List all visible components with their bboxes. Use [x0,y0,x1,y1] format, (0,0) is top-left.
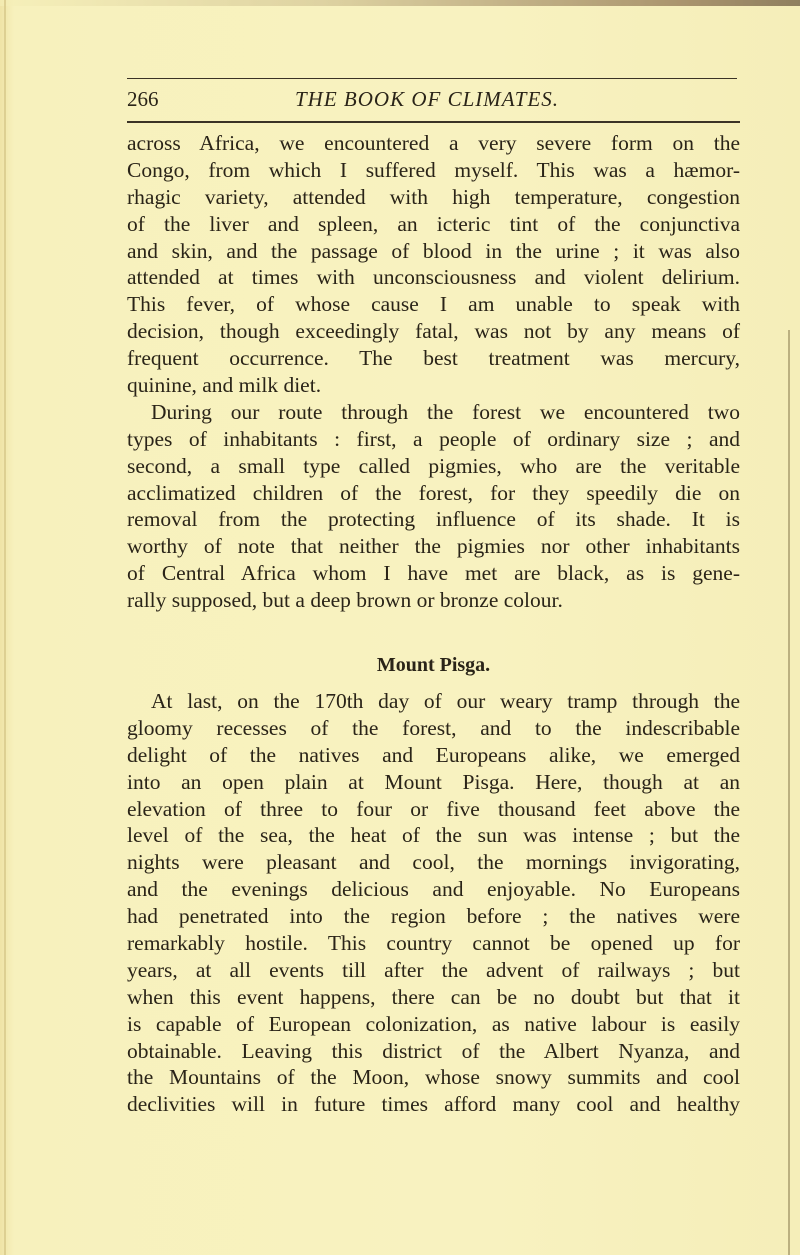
paragraph-mount-pisga [127,688,740,1118]
text-line: worthy of note that neither the pigmies nor other inhabitants [127,534,740,559]
text-line: attended at times with unconsciousness and violent delirium. [127,265,740,290]
text-line: types of inhabitants : first, a people of ordinary size ; and [127,426,740,451]
text-line: into an open plain at Mount Pisga. Here, though at an [127,769,740,794]
text-line: is capable of European colonization, as native labour is easily [127,1011,740,1036]
page-left-edge [4,0,6,1255]
text-line: remarkably hostile. This country cannot be opened up for [127,931,740,956]
text-line: During our route through the forest we encountered two [151,399,740,424]
page-top-edge-shadow [0,0,800,6]
running-title: THE BOOK OF CLIMATES. [295,87,560,111]
text-line: years, at all events till after the advent of railways ; but [127,957,740,982]
text-line: of the liver and spleen, an icteric tint of the conjunctiva [127,211,740,236]
text-line: declivities will in future times afford many cool and healthy [127,1092,740,1117]
text-line: removal from the protecting influence of its shade. It is [127,507,740,532]
text-line: rally supposed, but a deep brown or bronze colour. [127,588,563,613]
text-line: This fever, of whose cause I am unable to speak with [127,292,740,317]
paragraph-fever [127,130,740,399]
section-heading: Mount Pisga. [376,654,491,676]
text-line: delight of the natives and Europeans alike, we emerged [127,742,740,767]
text-line: across Africa, we encountered a very severe form on the [127,131,740,155]
text-line: when this event happens, there can be no doubt but that it [127,984,740,1009]
text-line: frequent occurrence. The best treatment was mercury, [127,346,740,371]
body-text-upper [127,130,740,614]
text-line: obtainable. Leaving this district of the Albert Nyanza, and [127,1038,740,1063]
text-line: rhagic variety, attended with high temperature, congestion [127,184,740,209]
header-top-rule [127,78,737,79]
text-line: and skin, and the passage of blood in the urine ; it was also [127,238,740,263]
text-line: elevation of three to four or five thousand feet above the [127,796,740,821]
text-line: decision, though exceedingly fatal, was not by any means of [127,319,740,344]
text-line: quinine, and milk diet. [127,373,322,398]
text-line: had penetrated into the region before ; the natives were [127,904,740,929]
text-line: acclimatized children of the forest, for they speedily die on [127,480,740,505]
text-line: the Mountains of the Moon, whose snowy summits and cool [127,1065,740,1090]
page-number: 266 [127,87,159,111]
paragraph-inhabitants [127,399,740,614]
body-text-lower [127,688,740,1118]
text-line: At last, on the 170th day of our weary tramp through the [151,689,740,713]
running-head [127,86,740,112]
text-line: and the evenings delicious and enjoyable. No Europeans [127,877,740,902]
text-line: nights were pleasant and cool, the mornings invigorating, [127,850,740,875]
text-line: level of the sea, the heat of the sun was intense ; but the [127,823,740,848]
text-line: gloomy recesses of the forest, and to the indescribable [127,715,740,740]
text-line: of Central Africa whom I have met are black, as is gene- [127,561,740,586]
text-line: Congo, from which I suffered myself. This was a hæmor- [127,157,740,182]
header-bottom-rule [127,121,740,123]
page-right-edge [788,330,790,1255]
text-line: second, a small type called pigmies, who are the veritable [127,453,740,478]
